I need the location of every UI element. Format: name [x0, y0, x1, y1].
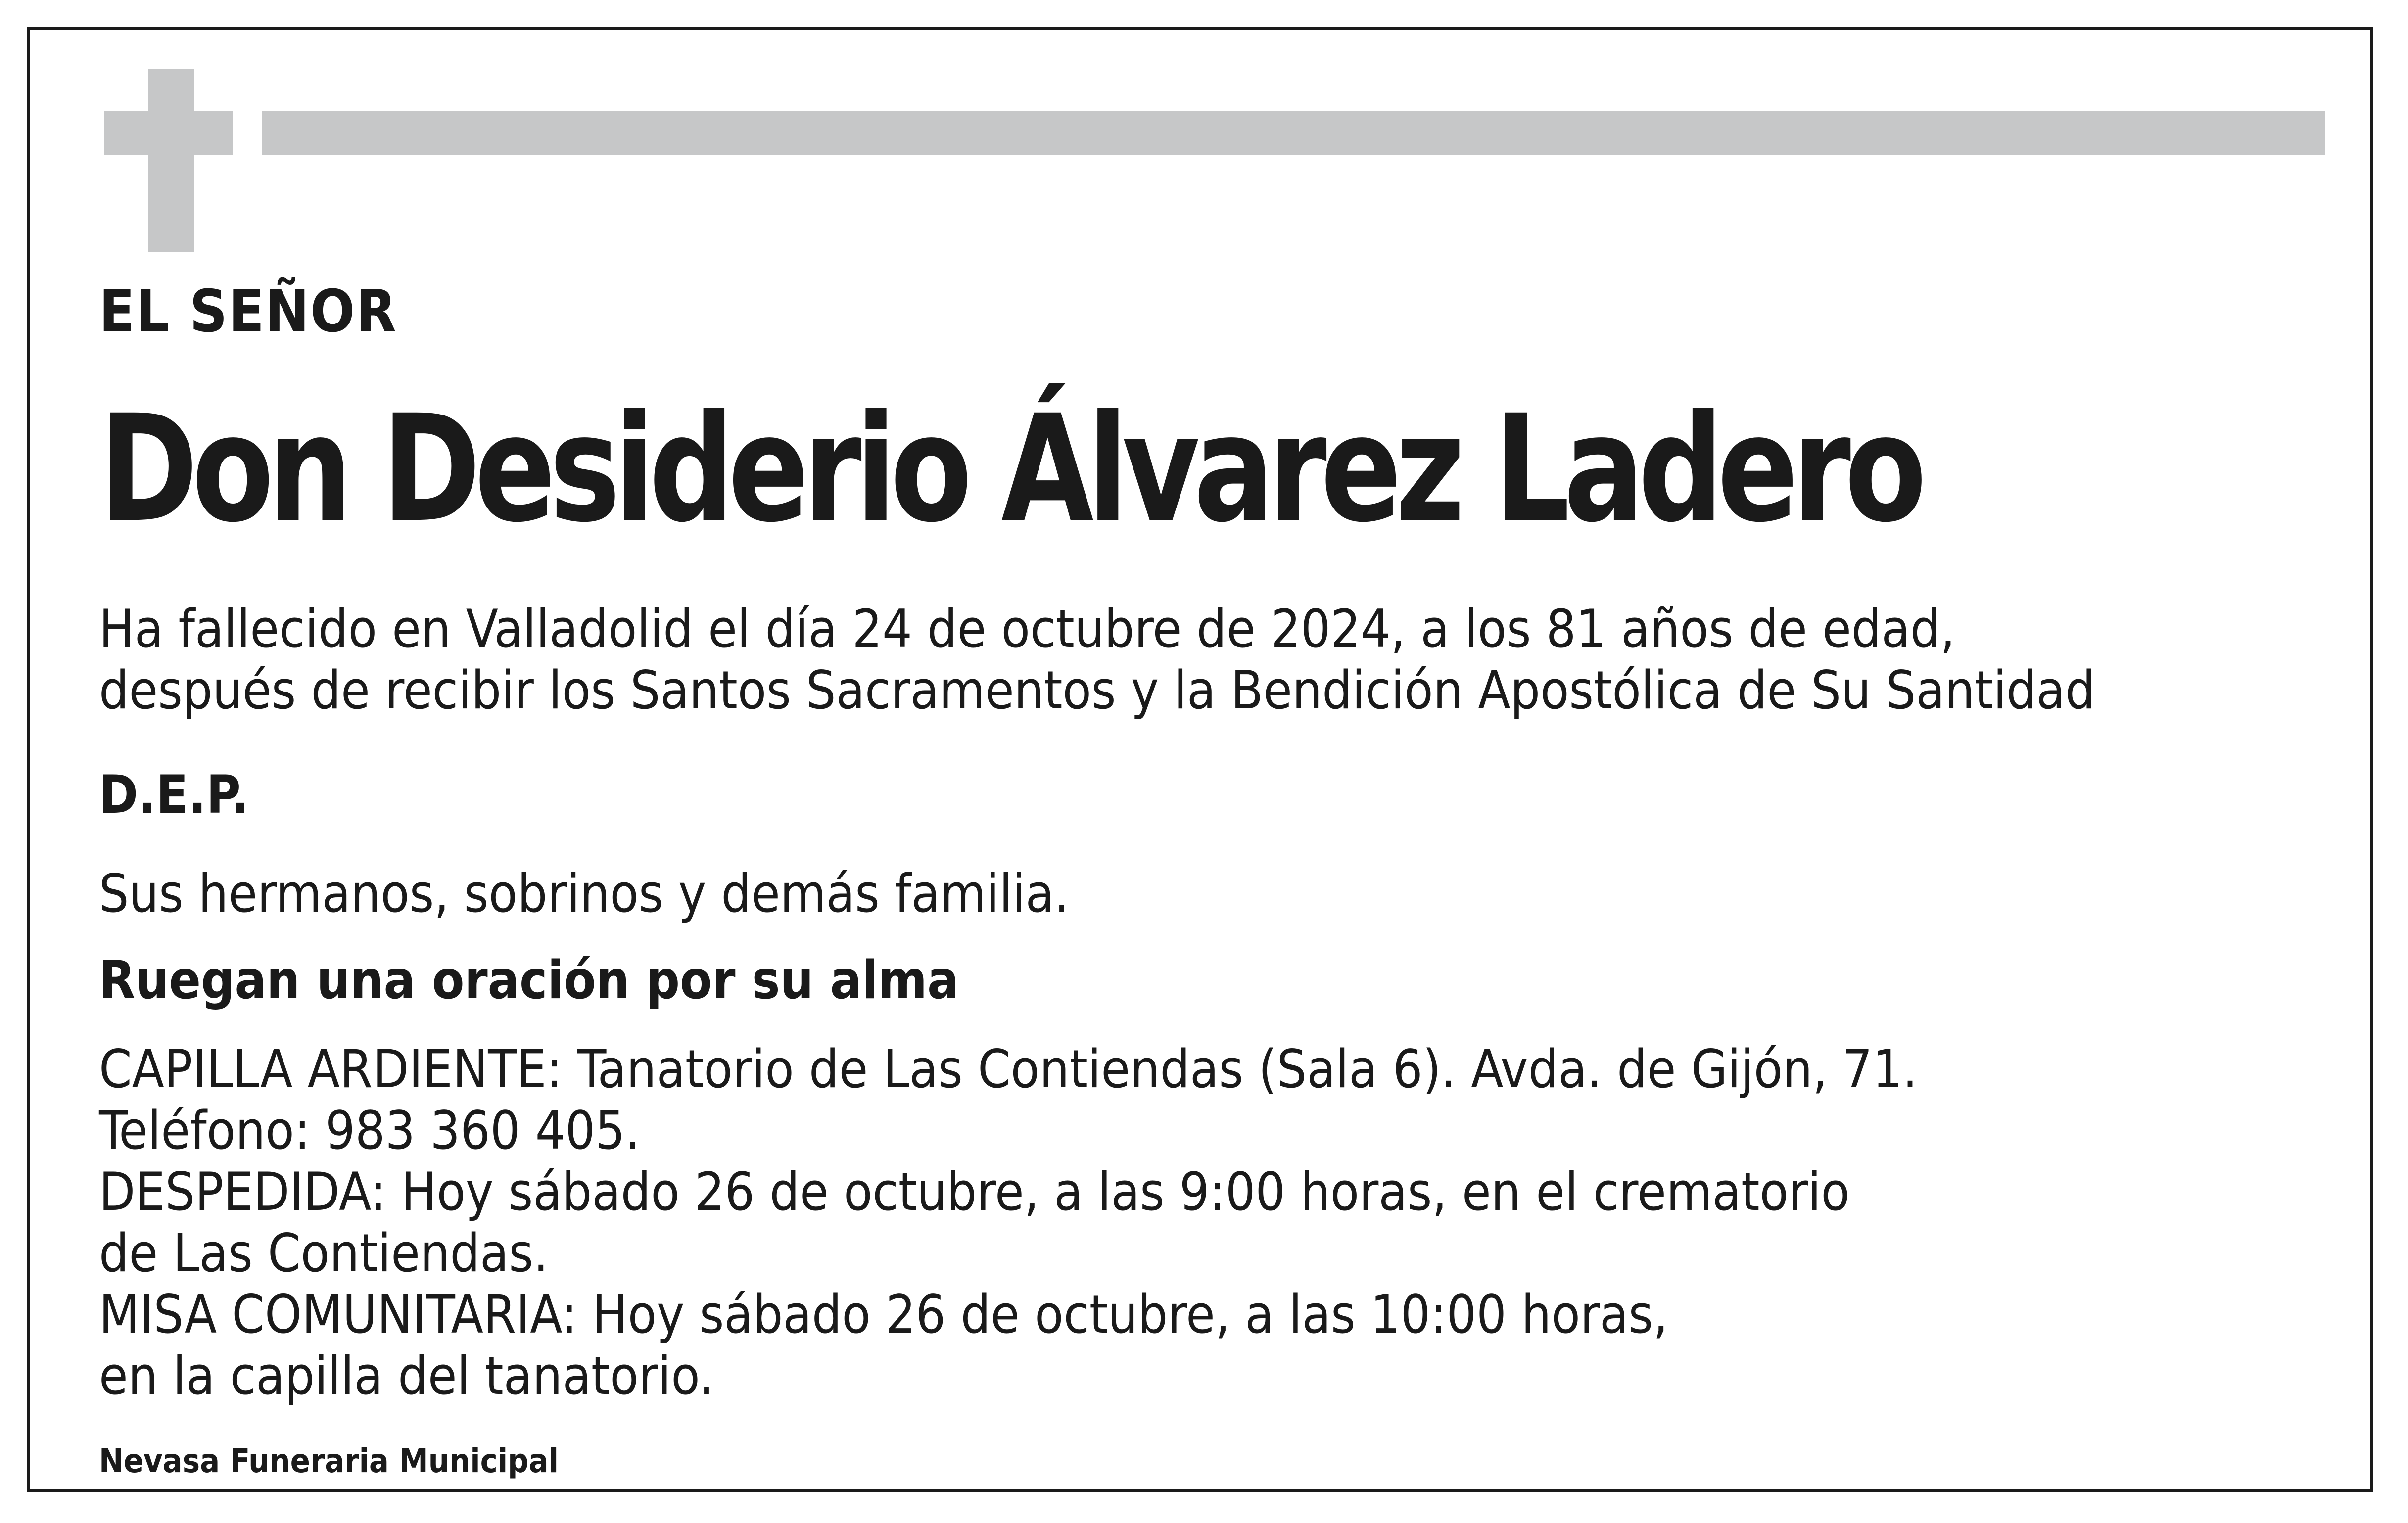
cross-icon-horizontal [104, 111, 233, 155]
service-line: DESPEDIDA: Hoy sábado 26 de octubre, a las 9:00 horas, en el crematorio [99, 1161, 1850, 1222]
family-line: Sus hermanos, sobrinos y demás familia. [99, 863, 1070, 924]
service-line: Teléfono: 983 360 405. [99, 1100, 640, 1161]
honorific-label: EL SEÑOR [99, 277, 397, 345]
service-line: de Las Contiendas. [99, 1223, 549, 1284]
service-line: CAPILLA ARDIENTE: Tanatorio de Las Contiendas (Sala 6). Avda. de Gijón, 71. [99, 1039, 1918, 1100]
announcement-line: Ha fallecido en Valladolid el día 24 de octubre de 2024, a los 81 años de edad, [99, 599, 1955, 659]
service-line: MISA COMUNITARIA: Hoy sábado 26 de octubre, a las 10:00 horas, [99, 1284, 1668, 1345]
service-line: en la capilla del tanatorio. [99, 1345, 714, 1406]
deceased-name: Don Desiderio Álvarez Ladero [99, 383, 1921, 555]
funeral-home-credit: Nevasa Funeraria Municipal [99, 1442, 559, 1480]
death-announcement [99, 599, 2095, 721]
prayer-request: Ruegan una oración por su alma [99, 950, 959, 1011]
service-details [99, 1039, 1918, 1407]
header-divider-bar [262, 111, 2325, 155]
cross-icon-vertical [148, 69, 194, 252]
announcement-line: después de recibir los Santos Sacramentos y la Bendición Apostólica de Su Santidad [99, 660, 2095, 721]
rest-in-peace-label: D.E.P. [99, 764, 249, 825]
